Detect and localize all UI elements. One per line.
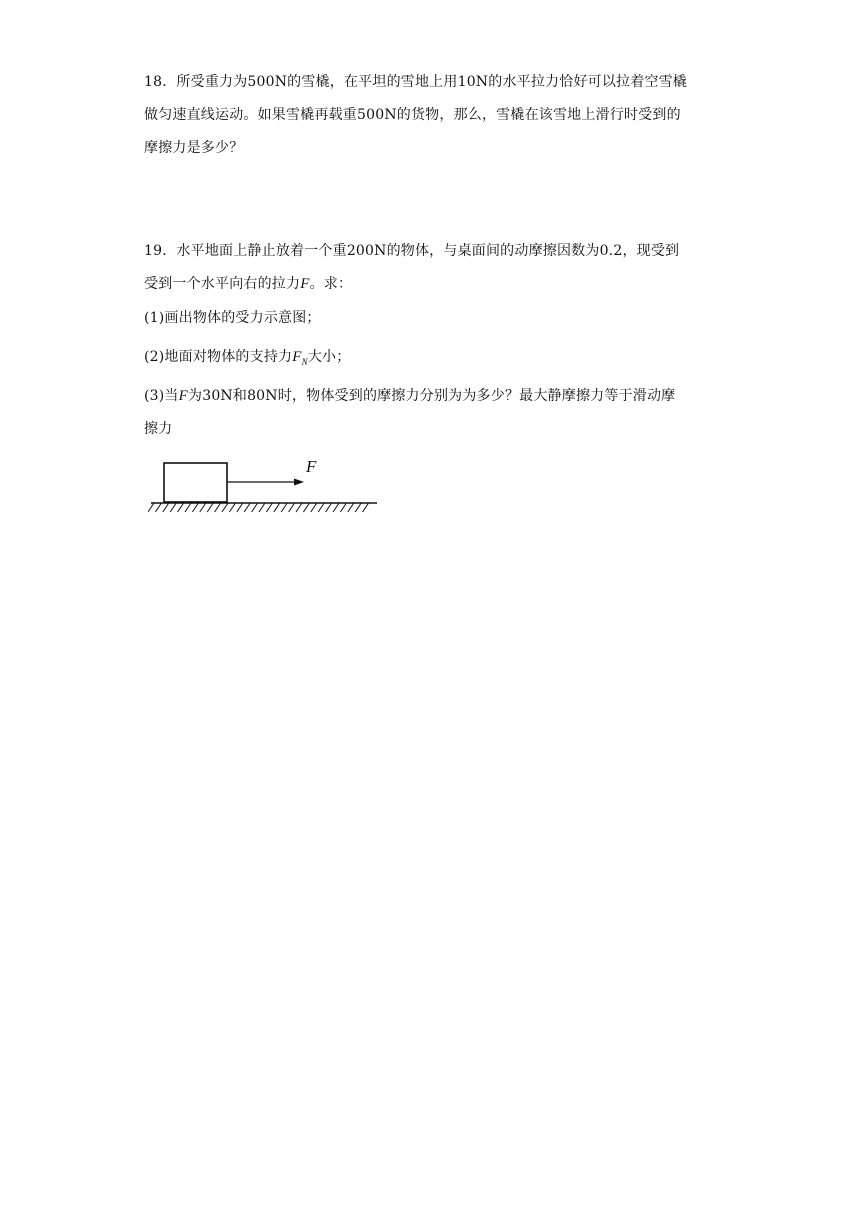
q19-part-2-end: 大小； [307,349,351,365]
hatch-mark [237,503,243,512]
hatch-mark [252,503,258,512]
q18-line-2: 做匀速直线运动。如果雪橇再载重500N的货物，那么，雪橇在该雪地上滑行时受到的 [144,107,681,123]
hatch-mark [311,503,317,512]
q19-part-2 [144,347,350,368]
hatch-mark [222,503,228,512]
q18-line-1: 18．所受重力为500N的雪橇，在平坦的雪地上用10N的水平拉力恰好可以拉着空雪橇 [144,74,688,90]
q19-line-1: 19．水平地面上静止放着一个重200N的物体，与桌面间的动摩擦因数为0.2，现受到 [144,243,680,259]
q19-part-3 [144,386,675,406]
q19-part-2-text: (2)地面对物体的支持力 [144,349,293,365]
hatch-mark [207,503,213,512]
hatch-mark [303,503,309,512]
hatch-mark [266,503,272,512]
hatch-mark [229,503,235,512]
normal-force-subscript: N [301,357,308,367]
q19-line-2 [144,274,352,294]
q19-line-2-text: 受到一个水平向右的拉力 [144,276,301,292]
force-label: F [306,457,317,476]
q19-part-3-text: (3)当 [144,388,179,404]
hatch-mark [318,503,324,512]
hatch-mark [259,503,265,512]
force-variable: F [300,276,310,292]
q19-part-3-end: 为30N和80N时，物体受到的摩擦力分别为为多少？最大静摩擦力等于滑动摩 [188,388,676,404]
hatch-mark [244,503,250,512]
q19-part-3-cont: 擦力 [144,421,173,437]
force-variable-2: F [178,388,189,404]
block [164,463,227,502]
hatch-mark [326,503,332,512]
q18-line-3: 摩擦力是多少？ [144,140,244,156]
hatch-mark [185,503,191,512]
hatch-mark [363,503,369,512]
hatch-mark [178,503,184,512]
q19-line-2-end: 。求： [309,276,353,292]
q19-part-1: (1)画出物体的受力示意图； [144,310,321,326]
hatch-mark [200,503,206,512]
hatch-mark [155,503,161,512]
force-diagram [148,452,388,522]
hatch-mark [289,503,295,512]
hatch-mark [215,503,221,512]
hatch-mark [296,503,302,512]
hatch-mark [355,503,361,512]
hatch-mark [163,503,169,512]
hatch-mark [170,503,176,512]
hatch-mark [348,503,354,512]
hatch-mark [340,503,346,512]
normal-force-variable: F [292,349,302,365]
ground-hatching [148,503,369,512]
force-arrow-head [294,479,304,486]
hatch-mark [333,503,339,512]
hatch-mark [192,503,198,512]
hatch-mark [281,503,287,512]
hatch-mark [148,503,154,512]
hatch-mark [274,503,280,512]
